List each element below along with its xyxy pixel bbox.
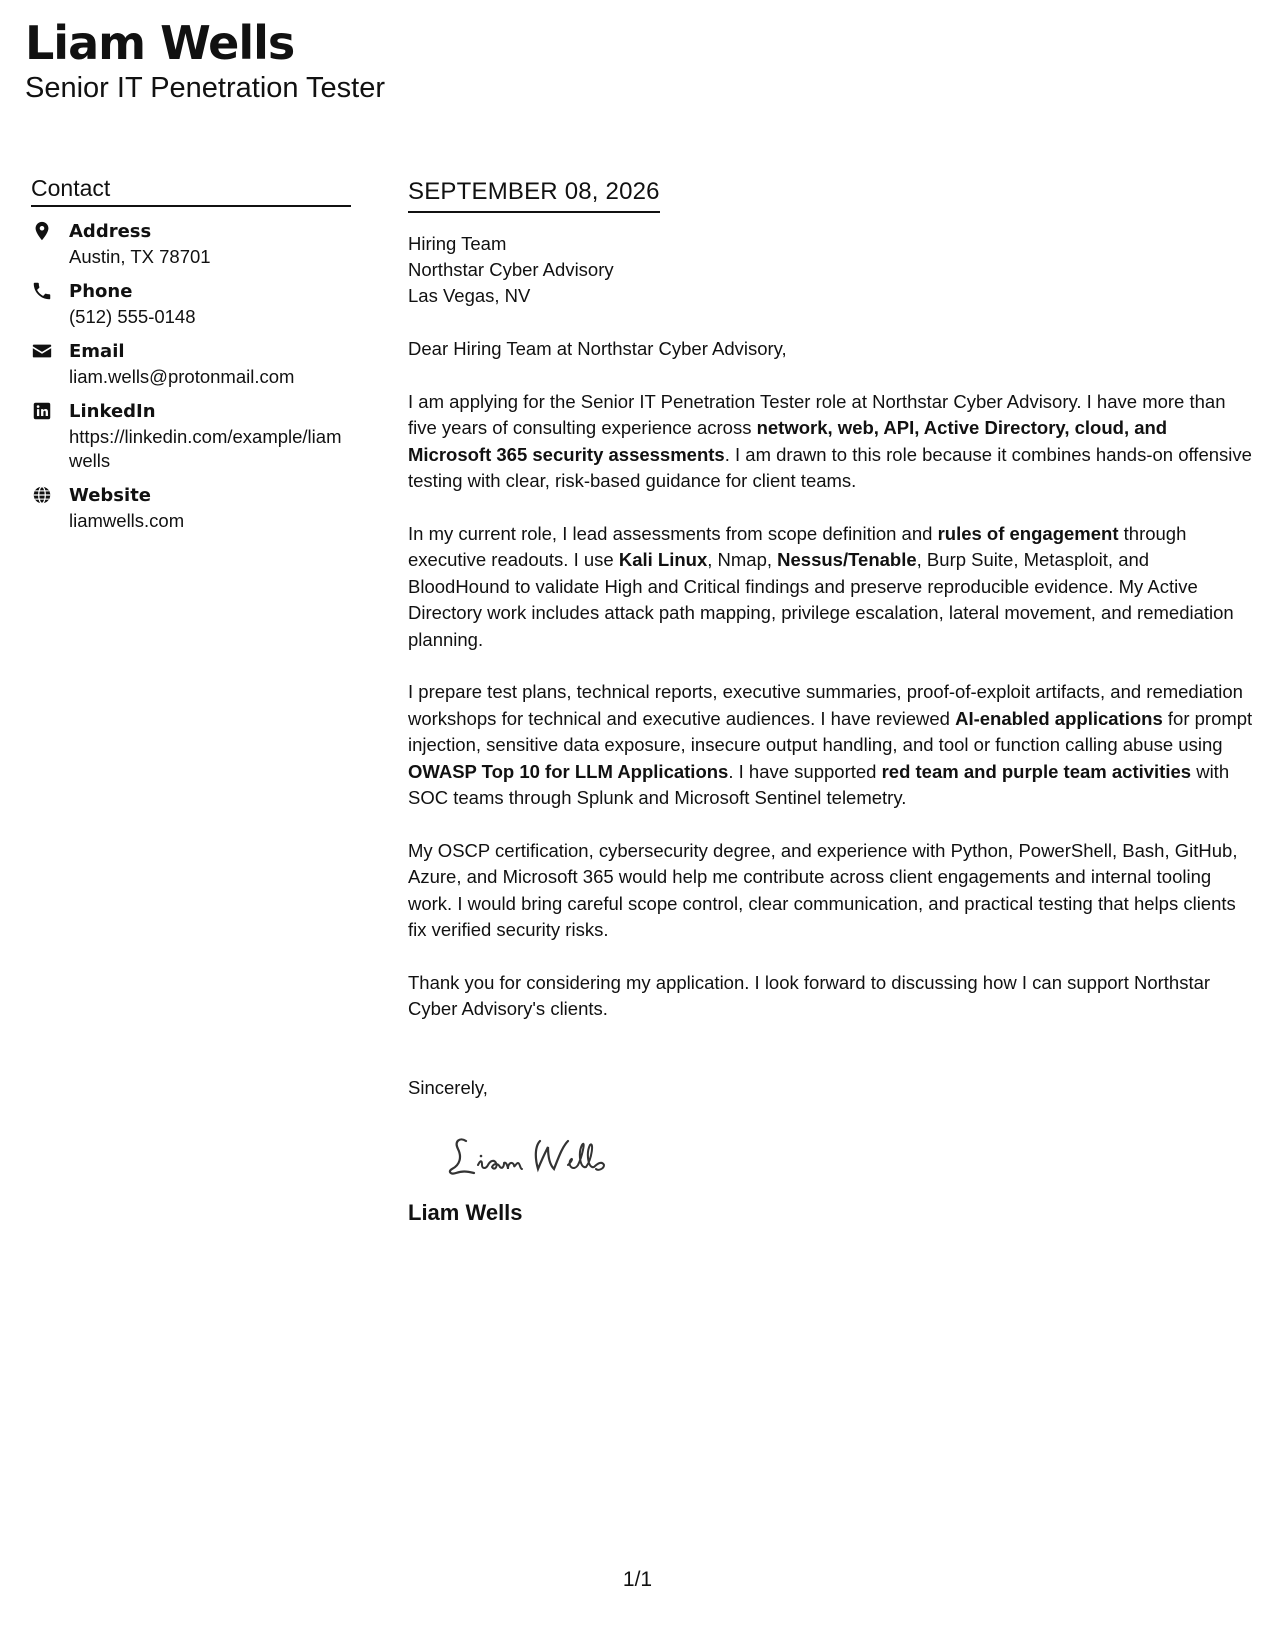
contact-item-linkedin	[31, 399, 351, 473]
letter-date: SEPTEMBER 08, 2026	[408, 178, 660, 205]
contact-value-website[interactable]: liamwells.com	[69, 510, 185, 531]
contact-value-email[interactable]: liam.wells@protonmail.com	[69, 366, 295, 387]
contact-item-phone	[31, 279, 351, 329]
contact-item-address	[31, 219, 351, 269]
paragraph-1: I am applying for the Senior IT Penetration Tester role at Northstar Cyber Advisory. I have more than five years of consulting experience across network, web, API, Active Directory, cloud, and Microsoft 365 security assessments. I am drawn to this role because it combines hands-on offensive testing with clear, risk-based guidance for client teams.	[408, 390, 1252, 491]
paragraph-5: Thank you for considering my application. I look forward to discussing how I can support Northstar Cyber Advisory's clients.	[408, 971, 1211, 1019]
header	[25, 18, 925, 105]
contact-label-phone: Phone	[69, 281, 133, 302]
globe-icon	[31, 484, 53, 506]
contact-value-address: Austin, TX 78701	[69, 246, 211, 267]
contact-value-linkedin[interactable]: https://linkedin.com/example/liamwells	[69, 426, 342, 471]
applicant-title: Senior IT Penetration Tester	[25, 71, 386, 104]
contact-item-email	[31, 339, 351, 389]
paragraph-2: In my current role, I lead assessments from scope definition and rules of engagement through executive readouts. I use Kali Linux, Nmap, Nessus/Tenable, Burp Suite, Metasploit, and BloodHound to validate High and Critical findings and preserve reproducible evidence. My Active Directory work includes attack path mapping, privilege escalation, lateral movement, and remediation planning.	[408, 522, 1234, 650]
contact-item-website	[31, 483, 351, 533]
map-pin-icon	[31, 220, 53, 242]
recipient-line: Hiring Team	[408, 233, 507, 254]
contact-sidebar	[31, 175, 351, 543]
recipient-address	[408, 231, 1253, 309]
phone-icon	[31, 280, 53, 302]
contact-heading: Contact	[31, 175, 351, 207]
applicant-name: Liam Wells	[25, 16, 295, 70]
contact-label-linkedin: LinkedIn	[69, 401, 156, 422]
closing: Sincerely,	[408, 1076, 488, 1098]
linkedin-icon	[31, 400, 53, 422]
recipient-line: Northstar Cyber Advisory	[408, 259, 614, 280]
contact-value-phone: (512) 555-0148	[69, 306, 196, 327]
letter-body	[408, 178, 1253, 1226]
date-block	[408, 178, 660, 213]
signer-name: Liam Wells	[408, 1200, 523, 1225]
recipient-line: Las Vegas, NV	[408, 285, 531, 306]
paragraph-3: I prepare test plans, technical reports, executive summaries, proof-of-exploit artifacts, and remediation workshops for technical and executive audiences. I have reviewed AI-enabled applications for prompt injection, sensitive data exposure, insecure output handling, and tool or function calling abuse using OWASP Top 10 for LLM Applications. I have supported red team and purple team activities with SOC teams through Splunk and Microsoft Sentinel telemetry.	[408, 681, 1253, 808]
salutation: Dear Hiring Team at Northstar Cyber Advisory,	[408, 338, 787, 359]
page-number: 1/1	[622, 1568, 653, 1591]
contact-label-website: Website	[69, 485, 152, 506]
paragraph-4: My OSCP certification, cybersecurity degree, and experience with Python, PowerShell, Bash, GitHub, Azure, and Microsoft 365 would help me contribute across client engagements and internal tooling work. I would bring careful scope control, clear communication, and practical testing that helps clients fix verified security risks.	[408, 839, 1238, 940]
envelope-icon	[31, 340, 53, 362]
contact-label-email: Email	[69, 341, 125, 362]
contact-label-address: Address	[69, 221, 152, 242]
handwritten-signature	[444, 1129, 644, 1179]
